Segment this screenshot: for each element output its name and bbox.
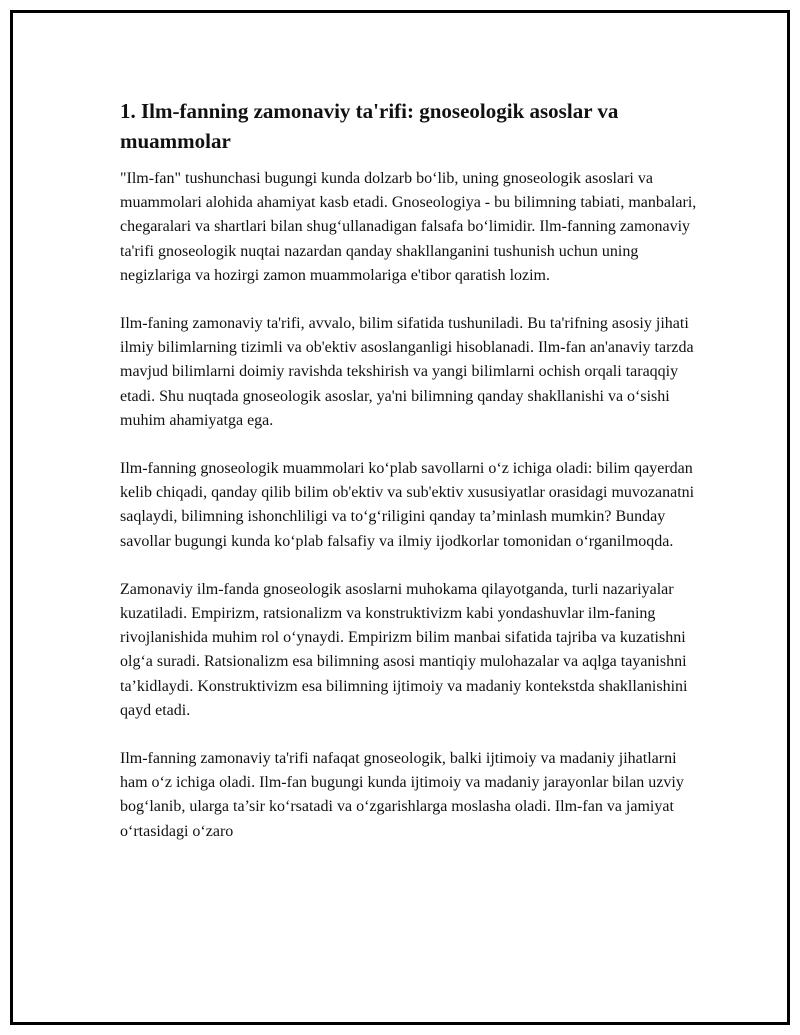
paragraph-4: Zamonaviy ilm-fanda gnoseologik asoslarni muhokama qilayotganda, turli nazariyalar kuzatiladi. Empirizm, ratsionalizm va konstruktivizm kabi yondashuvlar ilm-faning rivojlanishida muhim rol o‘ynaydi. Empirizm bilim manbai sifatida tajriba va kuzatishni olg‘a suradi. Ratsionalizm esa bilimning asosi mantiqiy mulohazalar va aqlga tayanishni ta’kidlaydi. Konstruktivizm esa bilimning ijtimoiy va madaniy kontekstda shakllanishini qayd etadi.: [120, 580, 688, 719]
paragraph-5: Ilm-fanning zamonaviy ta'rifi nafaqat gnoseologik, balki ijtimoiy va madaniy jihatlarni ham o‘z ichiga oladi. Ilm-fan bugungi kunda ijtimoiy va madaniy jarayonlar bilan uzviy bog‘lanib, ularga ta’sir ko‘rsatadi va o‘zgarishlarga moslasha oladi. Ilm-fan va jamiyat o‘rtasidagi o‘zaro: [120, 750, 684, 840]
paragraph-1: "Ilm-fan" tushunchasi bugungi kunda dolzarb bo‘lib, uning gnoseologik asoslari va muammolari alohida ahamiyat kasb etadi. Gnoseologiya - bu bilimning tabiati, manbalari, chegaralari va shartlari bilan shug‘ullanadigan falsafa bo‘limidir. Ilm-fanning zamonaviy ta'rifi gnoseologik nuqtai nazardan qanday shakllanganini tushunish uchun uning negizlariga va hozirgi zamon muammolariga e'tibor qaratish lozim.: [120, 170, 697, 284]
document-title: 1. Ilm-fanning zamonaviy ta'rifi: gnoseologik asoslar va muammolar: [120, 99, 619, 153]
document-body: [120, 96, 700, 868]
page-frame: [10, 10, 790, 1025]
paragraph-3: Ilm-fanning gnoseologik muammolari ko‘plab savollarni o‘z ichiga oladi: bilim qayerdan kelib chiqadi, qanday qilib bilim ob'ektiv va sub'ektiv xususiyatlar orasidagi muvozanatni saqlaydi, bilimning ishonchliligi va to‘g‘riligini qanday ta’minlash mumkin? Bunday savollar bugungi kunda ko‘plab falsafiy va ilmiy ijodkorlar tomonidan o‘rganilmoqda.: [120, 460, 695, 550]
paragraph-2: Ilm-faning zamonaviy ta'rifi, avvalo, bilim sifatida tushuniladi. Bu ta'rifning asosiy jihati ilmiy bilimlarning tizimli va ob'ektiv asoslanganligi hisoblanadi. Ilm-fan an'anaviy tarzda mavjud bilimlarni doimiy ravishda tekshirish va yangi bilimlarni ochish orqali taraqqiy etadi. Shu nuqtada gnoseologik asoslar, ya'ni bilimning qanday shakllanishi va o‘sishi muhim ahamiyatga ega.: [120, 315, 694, 429]
